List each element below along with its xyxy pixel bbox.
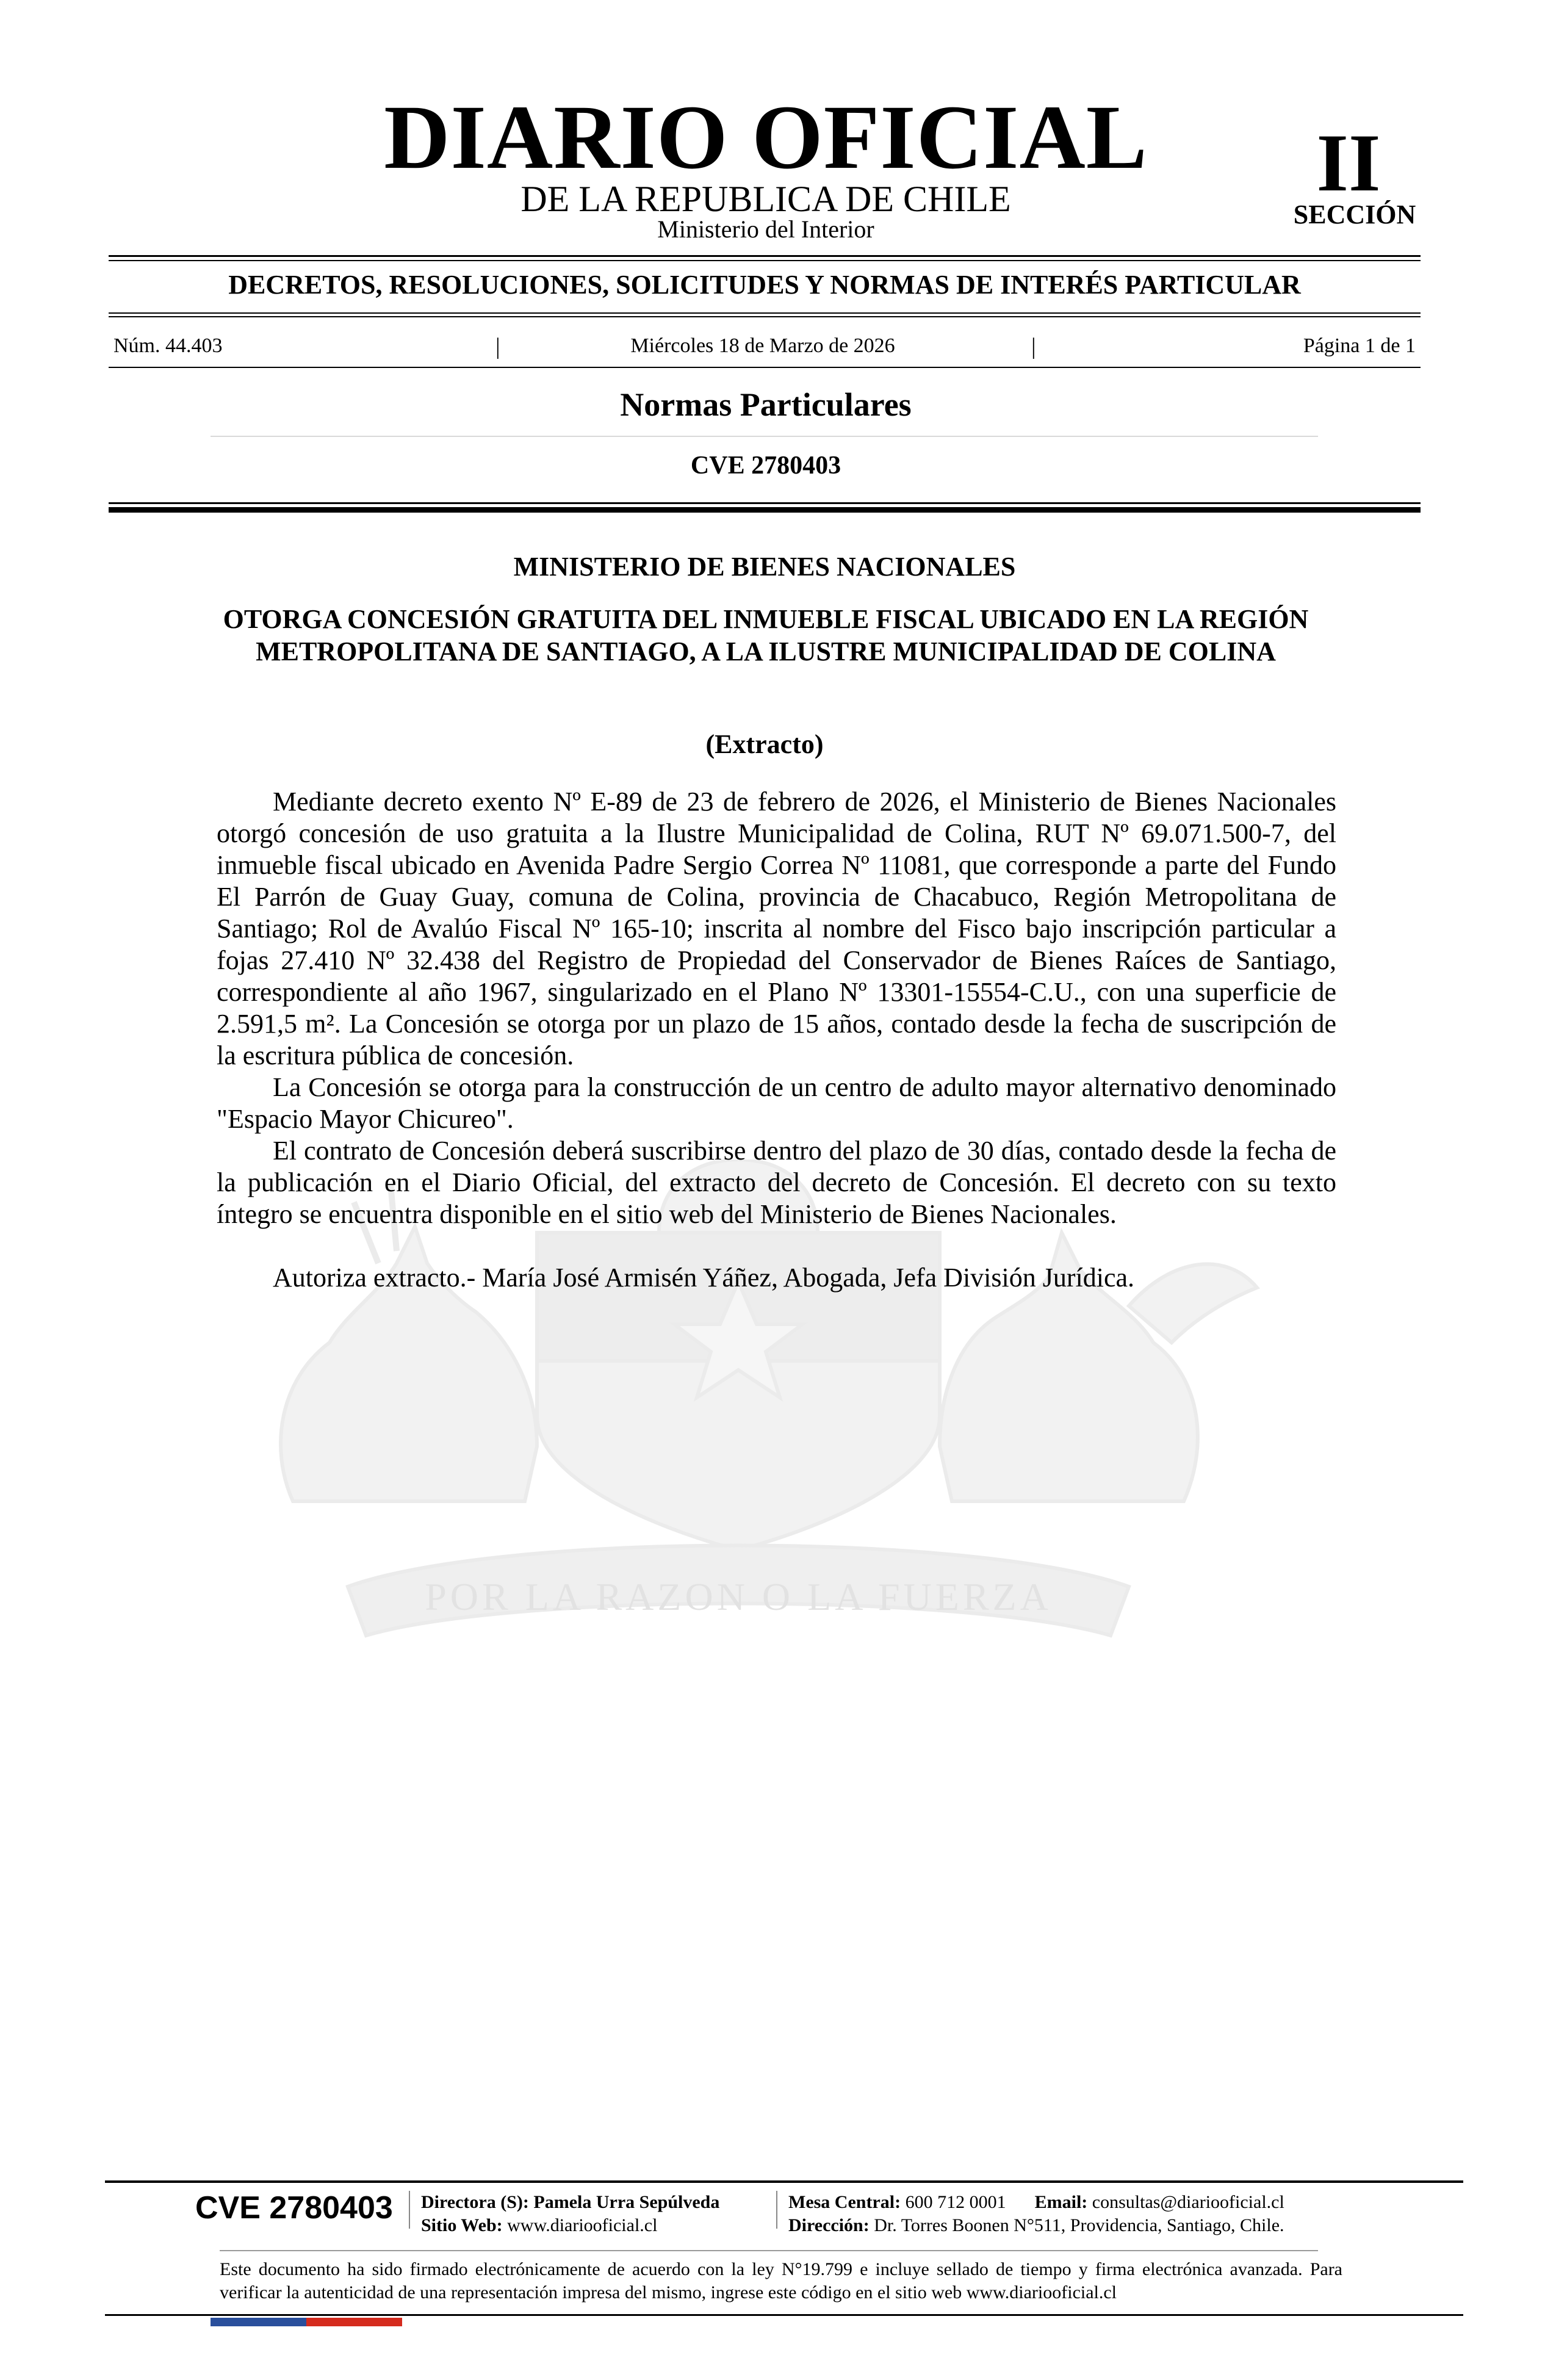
- norms-title: Normas Particulares: [620, 386, 912, 423]
- header-rule-top: [109, 255, 1421, 257]
- article-paragraph: El contrato de Concesión deberá suscribirse dentro del plazo de 30 días, contado desde la fecha de la publicación en el Diario Oficial, del extracto del decreto de Concesión. El decreto con su texto íntegro se encuentra disponible en el sitio web del Ministerio de Bienes Nacionales.: [217, 1136, 1336, 1229]
- masthead-ministry: Ministerio del Interior: [657, 215, 874, 243]
- issue-separator: |: [495, 334, 500, 359]
- masthead-title: DIARIO OFICIAL: [384, 87, 1148, 188]
- footer-divider: [776, 2191, 777, 2229]
- section-numeral: II: [1316, 118, 1381, 209]
- article-signature: Autoriza extracto.- María José Armisén Yáñez, Abogada, Jefa División Jurídica.: [273, 1263, 1135, 1293]
- article-ministry: MINISTERIO DE BIENES NACIONALES: [513, 552, 1016, 582]
- section-label: SECCIÓN: [1293, 200, 1416, 229]
- article-paragraph: Mediante decreto exento Nº E-89 de 23 de febrero de 2026, el Ministerio de Bienes Nacionales otorgó concesión de uso gratuita a la Ilustre Municipalidad de Colina, RUT Nº 69.071.500-7, del inmueble fiscal ubicado en Avenida Padre Sergio Correa Nº 11081, que corresponde a parte del Fundo El Parrón de Guay Guay, comuna de Colina, provincia de Chacabuco, Región Metropolitana de Santiago; Rol de Avalúo Fiscal Nº 165-10; inscrita al nombre del Fisco bajo inscripción particular a fojas 27.410 Nº 32.438 del Registro de Propiedad del Conservador de Bienes Raíces de Santiago, correspondiente al año 1967, singularizado en el Plano Nº 13301-15554-C.U., con una superficie de 2.591,5 m². La Concesión se otorga por un plazo de 15 años, contado desde la fecha de suscripción de la escritura pública de concesión.: [217, 787, 1336, 1070]
- issue-separator: |: [1031, 334, 1036, 359]
- footer-director: [421, 2191, 719, 2214]
- footer-divider: [409, 2191, 410, 2229]
- issue-bar-rule-top: [109, 312, 1421, 314]
- footer-address: [788, 2214, 1284, 2237]
- footer-address-value: Dr. Torres Boonen N°511, Providencia, Santiago, Chile.: [874, 2215, 1284, 2235]
- issue-page: Página 1 de 1: [1303, 334, 1416, 357]
- footer-phone-label: Mesa Central:: [788, 2192, 901, 2212]
- footer-rule-top: [105, 2180, 1463, 2183]
- cve-line: CVE 2780403: [690, 452, 841, 480]
- footer-rule-bottom: [105, 2314, 1463, 2316]
- footer-website: [421, 2214, 657, 2237]
- watermark-motto: POR LA RAZON O LA FUERZA: [425, 1575, 1052, 1618]
- footer-email-label: Email:: [1034, 2192, 1088, 2212]
- footer-legal-notice: Este documento ha sido firmado electrónicamente de acuerdo con la ley N°19.799 e incluye sellado de tiempo y firma electrónica avanzada. Para verificar la autenticidad de una representación impresa del mismo, ingrese este código en el sitio web www.diariooficial.cl: [220, 2259, 1342, 2302]
- article-paragraph: La Concesión se otorga para la construcción de un centro de adulto mayor alternativo denominado "Espacio Mayor Chicureo".: [217, 1072, 1336, 1134]
- footer-director-name: Pamela Urra Sepúlveda: [533, 2192, 720, 2212]
- footer-email-link[interactable]: consultas@diariooficial.cl: [1092, 2192, 1284, 2212]
- flag-stripe-red: [306, 2318, 402, 2326]
- footer-website-label: Sitio Web:: [421, 2215, 503, 2235]
- flag-stripe-blue: [211, 2318, 306, 2326]
- footer-website-link[interactable]: www.diariooficial.cl: [507, 2215, 658, 2235]
- issue-number: Núm. 44.403: [113, 334, 223, 357]
- article-title: OTORGA CONCESIÓN GRATUITA DEL INMUEBLE FISCAL UBICADO EN LA REGIÓN METROPOLITANA DE SANTIAGO, A LA ILUSTRE MUNICIPALIDAD DE COLINA: [223, 604, 1309, 666]
- footer-director-label: Directora (S):: [421, 2192, 529, 2212]
- footer-address-label: Dirección:: [788, 2215, 870, 2235]
- coat-of-arms-watermark: [195, 1159, 1281, 1684]
- article-extract-label: (Extracto): [705, 729, 824, 759]
- issue-bar-rule-top-thin: [109, 316, 1421, 317]
- article-body: [217, 786, 1336, 1230]
- issue-bar-rule-bottom: [109, 367, 1421, 368]
- footer-cve: CVE 2780403: [195, 2190, 393, 2226]
- issue-date: Miércoles 18 de Marzo de 2026: [630, 334, 895, 357]
- header-rule-bottom-thin: [109, 502, 1421, 504]
- section-heading: DECRETOS, RESOLUCIONES, SOLICITUDES Y NORMAS DE INTERÉS PARTICULAR: [228, 270, 1301, 300]
- norms-underline: [211, 436, 1318, 437]
- header-rule-top-thin: [109, 260, 1421, 261]
- masthead-subtitle: DE LA REPUBLICA DE CHILE: [520, 179, 1011, 219]
- footer-phone: 600 712 0001: [905, 2192, 1006, 2212]
- header-rule-bottom-thick: [109, 507, 1421, 513]
- footer-rule-middle: [220, 2250, 1318, 2251]
- footer-contact: [788, 2191, 1284, 2214]
